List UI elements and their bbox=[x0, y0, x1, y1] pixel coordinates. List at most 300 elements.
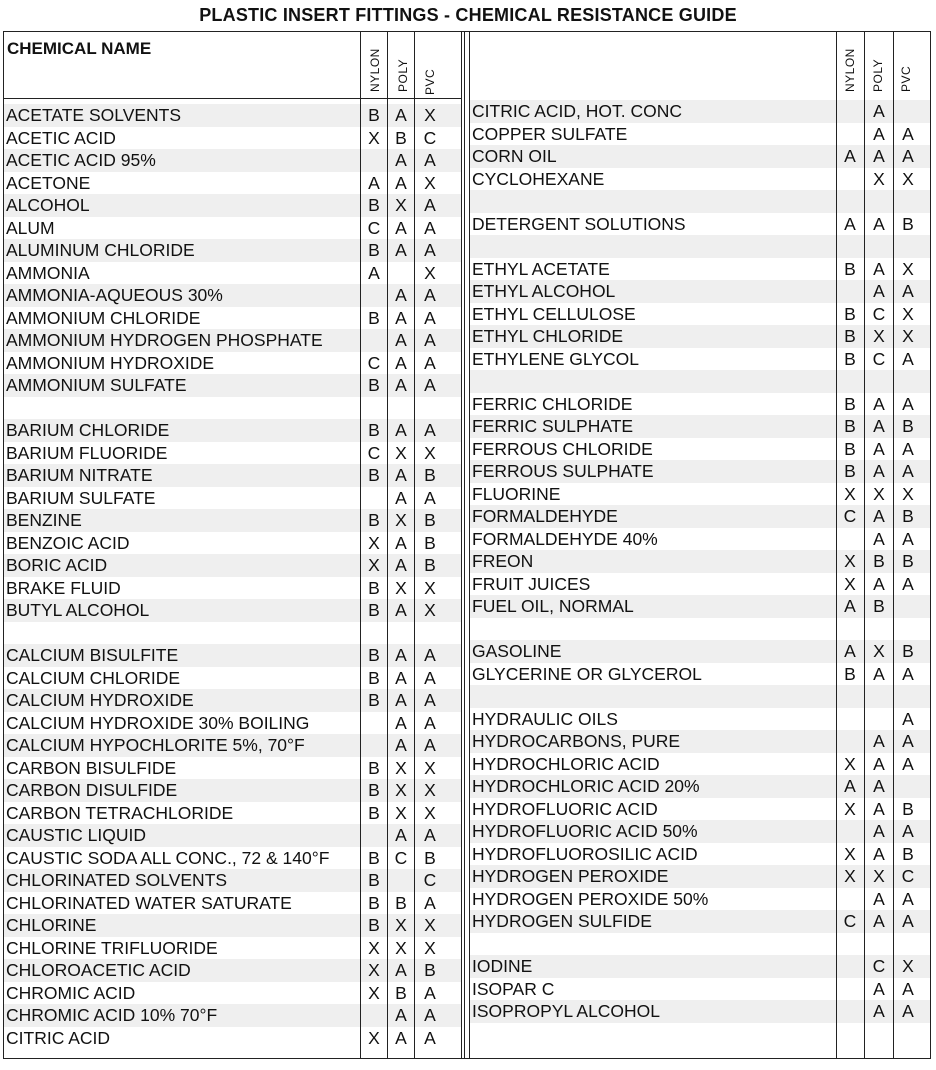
poly-rating: A bbox=[873, 731, 885, 751]
chemical-name: ISOPAR C bbox=[472, 978, 555, 999]
pvc-rating: X bbox=[424, 600, 436, 620]
column-divider bbox=[387, 31, 388, 1059]
chemical-name: FERRIC CHLORIDE bbox=[472, 393, 633, 414]
nylon-rating bbox=[361, 284, 387, 307]
poly-rating: A bbox=[873, 798, 885, 819]
pvc-rating: A bbox=[902, 753, 914, 774]
table-row bbox=[470, 168, 930, 191]
poly-rating: A bbox=[395, 172, 407, 193]
nylon-rating: B bbox=[368, 577, 380, 598]
nylon-rating: C bbox=[843, 506, 857, 526]
table-row bbox=[4, 869, 461, 892]
chemical-name: CARBON DISULFIDE bbox=[6, 780, 178, 800]
table-row bbox=[4, 329, 461, 352]
nylon-rating: B bbox=[368, 757, 380, 778]
chemical-name: ACETATE SOLVENTS bbox=[6, 105, 182, 125]
nylon-rating bbox=[837, 618, 863, 641]
nylon-header-left: NYLON bbox=[368, 48, 382, 92]
pvc-rating bbox=[895, 775, 921, 798]
pvc-rating: A bbox=[424, 195, 436, 215]
nylon-rating bbox=[837, 933, 863, 956]
pvc-rating: A bbox=[424, 645, 436, 665]
nylon-rating: B bbox=[368, 510, 380, 530]
chemical-name: HYDROGEN SULFIDE bbox=[472, 911, 652, 931]
pvc-rating: X bbox=[902, 956, 914, 976]
nylon-rating: B bbox=[844, 393, 856, 414]
chemical-name: CITRIC ACID, HOT. CONC bbox=[472, 101, 683, 121]
pvc-rating: A bbox=[902, 978, 914, 999]
table-row bbox=[470, 708, 930, 731]
table-row bbox=[470, 460, 930, 483]
chemical-name: ALCOHOL bbox=[6, 195, 90, 215]
poly-rating: X bbox=[395, 937, 407, 958]
chemical-name: CHROMIC ACID 10% 70°F bbox=[6, 1005, 218, 1025]
pvc-rating: A bbox=[424, 150, 436, 170]
nylon-rating bbox=[361, 734, 387, 757]
pvc-rating: A bbox=[424, 217, 436, 238]
poly-rating: B bbox=[395, 982, 407, 1003]
poly-rating: B bbox=[873, 551, 885, 571]
table-row bbox=[470, 100, 930, 123]
chemical-name: HYDROCARBONS, PURE bbox=[472, 731, 681, 751]
nylon-rating: X bbox=[844, 843, 856, 864]
chemical-name: BARIUM FLUORIDE bbox=[6, 442, 168, 463]
poly-rating: A bbox=[395, 825, 407, 845]
chemical-name: CALCIUM HYDROXIDE bbox=[6, 690, 194, 710]
chemical-name: BARIUM NITRATE bbox=[6, 465, 153, 485]
table-row bbox=[4, 464, 461, 487]
nylon-rating: B bbox=[844, 348, 856, 369]
chemical-name: ALUMINUM CHLORIDE bbox=[6, 240, 195, 260]
nylon-rating bbox=[361, 329, 387, 352]
table-row bbox=[4, 937, 461, 960]
pvc-rating bbox=[895, 933, 921, 956]
pvc-rating: A bbox=[424, 892, 436, 913]
table-row bbox=[4, 667, 461, 690]
pvc-rating: A bbox=[902, 708, 914, 729]
table-row bbox=[470, 235, 930, 258]
nylon-header-right: NYLON bbox=[843, 48, 857, 92]
pvc-rating: A bbox=[424, 285, 436, 305]
poly-rating bbox=[866, 618, 892, 641]
chemical-name: CHLORINE TRIFLUORIDE bbox=[6, 937, 218, 958]
chemical-name: CITRIC ACID bbox=[6, 1027, 111, 1048]
table-row bbox=[4, 284, 461, 307]
nylon-rating: X bbox=[844, 551, 856, 571]
poly-rating: A bbox=[873, 438, 885, 459]
nylon-rating: A bbox=[844, 596, 856, 616]
table-row bbox=[470, 685, 930, 708]
pvc-rating bbox=[417, 622, 443, 645]
chemical-name: ALUM bbox=[6, 217, 55, 238]
poly-rating: A bbox=[395, 307, 407, 328]
table-row bbox=[470, 955, 930, 978]
pvc-rating: A bbox=[424, 352, 436, 373]
pvc-rating: B bbox=[902, 213, 914, 234]
nylon-rating: B bbox=[368, 240, 380, 260]
table-row bbox=[4, 509, 461, 532]
chemical-name: BARIUM SULFATE bbox=[6, 487, 156, 508]
nylon-rating bbox=[837, 100, 863, 123]
pvc-rating bbox=[895, 685, 921, 708]
pvc-rating: A bbox=[902, 281, 914, 301]
header-divider bbox=[3, 98, 462, 99]
nylon-rating: B bbox=[844, 326, 856, 346]
chemical-name: CARBON BISULFIDE bbox=[6, 757, 177, 778]
table-row bbox=[4, 802, 461, 825]
table-row bbox=[4, 959, 461, 982]
nylon-rating: B bbox=[368, 690, 380, 710]
nylon-rating: X bbox=[844, 866, 856, 886]
nylon-rating bbox=[837, 955, 863, 978]
chemical-name: ACETIC ACID bbox=[6, 127, 116, 148]
chemical-name: CAUSTIC SODA ALL CONC., 72 & 140°F bbox=[6, 847, 330, 868]
chemical-name: AMMONIA-AQUEOUS 30% bbox=[6, 285, 223, 305]
pvc-rating: A bbox=[424, 667, 436, 688]
pvc-rating: B bbox=[424, 465, 436, 485]
table-row bbox=[470, 303, 930, 326]
nylon-rating bbox=[361, 397, 387, 420]
chemical-name: ETHYL ALCOHOL bbox=[472, 281, 616, 301]
table-row bbox=[4, 577, 461, 600]
table-row bbox=[470, 595, 930, 618]
poly-rating: A bbox=[395, 330, 407, 350]
column-divider bbox=[864, 31, 865, 1059]
poly-rating: A bbox=[395, 285, 407, 305]
poly-rating bbox=[866, 685, 892, 708]
table-row bbox=[470, 618, 930, 641]
poly-rating: X bbox=[873, 866, 885, 886]
nylon-rating bbox=[361, 712, 387, 735]
poly-rating: X bbox=[873, 326, 885, 346]
pvc-rating: A bbox=[424, 825, 436, 845]
pvc-rating: C bbox=[423, 127, 437, 148]
pvc-rating: A bbox=[902, 146, 914, 166]
table-row bbox=[4, 374, 461, 397]
table-row bbox=[4, 104, 461, 127]
pvc-rating bbox=[895, 618, 921, 641]
pvc-rating: A bbox=[902, 821, 914, 841]
pvc-rating: A bbox=[902, 123, 914, 144]
poly-rating: A bbox=[395, 600, 407, 620]
nylon-rating: A bbox=[844, 213, 856, 234]
poly-rating: A bbox=[395, 217, 407, 238]
poly-header-left: POLY bbox=[396, 58, 410, 92]
table-row bbox=[4, 824, 461, 847]
chemical-name: FERROUS CHLORIDE bbox=[472, 438, 653, 459]
table-row bbox=[4, 914, 461, 937]
table-row bbox=[4, 217, 461, 240]
chemical-name: FERROUS SULPHATE bbox=[472, 461, 654, 481]
poly-rating: C bbox=[872, 303, 886, 324]
chemical-name: ETHYLENE GLYCOL bbox=[472, 348, 639, 369]
poly-rating bbox=[866, 370, 892, 393]
nylon-rating: B bbox=[368, 420, 380, 440]
nylon-rating bbox=[837, 280, 863, 303]
chemical-name: HYDROGEN PEROXIDE 50% bbox=[472, 888, 709, 909]
nylon-rating: X bbox=[368, 532, 380, 553]
nylon-rating bbox=[361, 824, 387, 847]
table-row bbox=[4, 532, 461, 555]
chemical-name: AMMONIUM HYDROGEN PHOSPHATE bbox=[6, 330, 323, 350]
table-row bbox=[470, 483, 930, 506]
pvc-rating: X bbox=[902, 258, 914, 279]
table-row bbox=[470, 933, 930, 956]
table-row bbox=[4, 172, 461, 195]
nylon-rating: B bbox=[368, 847, 380, 868]
table-row bbox=[470, 663, 930, 686]
pvc-rating: X bbox=[424, 262, 436, 283]
pvc-rating: B bbox=[424, 847, 436, 868]
chemical-name: CYCLOHEXANE bbox=[472, 168, 605, 189]
poly-rating: C bbox=[872, 956, 886, 976]
chemical-name: ETHYL CHLORIDE bbox=[472, 326, 624, 346]
chemical-name: AMMONIUM CHLORIDE bbox=[6, 307, 201, 328]
pvc-rating: A bbox=[902, 348, 914, 369]
pvc-rating: X bbox=[424, 105, 436, 125]
table-row bbox=[470, 753, 930, 776]
table-row bbox=[4, 622, 461, 645]
pvc-rating bbox=[895, 235, 921, 258]
pvc-rating: A bbox=[424, 690, 436, 710]
table-row bbox=[470, 325, 930, 348]
chemical-name: ETHYL ACETATE bbox=[472, 258, 610, 279]
poly-rating: A bbox=[873, 1001, 885, 1021]
chemical-name: GASOLINE bbox=[472, 641, 562, 661]
nylon-rating: B bbox=[368, 780, 380, 800]
nylon-rating bbox=[837, 168, 863, 191]
poly-rating: A bbox=[873, 506, 885, 526]
nylon-rating bbox=[837, 708, 863, 731]
pvc-rating: C bbox=[901, 866, 915, 886]
chemical-name: HYDROFLUORIC ACID bbox=[472, 798, 658, 819]
nylon-rating bbox=[361, 1004, 387, 1027]
poly-rating: A bbox=[873, 821, 885, 841]
table-row bbox=[4, 419, 461, 442]
table-row bbox=[4, 1004, 461, 1027]
chemical-name: BORIC ACID bbox=[6, 555, 108, 575]
chemical-name: BENZOIC ACID bbox=[6, 532, 130, 553]
pvc-rating bbox=[417, 397, 443, 420]
poly-rating bbox=[388, 622, 414, 645]
poly-rating: A bbox=[873, 573, 885, 594]
table-row bbox=[4, 1027, 461, 1050]
pvc-rating: X bbox=[424, 442, 436, 463]
poly-header-right: POLY bbox=[871, 58, 885, 92]
nylon-rating: A bbox=[368, 262, 380, 283]
chemical-name: HYDROCHLORIC ACID bbox=[472, 753, 660, 774]
poly-rating: A bbox=[395, 1027, 407, 1048]
poly-rating: X bbox=[395, 802, 407, 823]
pvc-header-right: PVC bbox=[899, 65, 913, 92]
column-divider bbox=[414, 31, 415, 1059]
poly-rating: A bbox=[395, 352, 407, 373]
poly-rating: A bbox=[873, 416, 885, 436]
chemical-name: ISOPROPYL ALCOHOL bbox=[472, 1001, 661, 1021]
poly-rating: A bbox=[395, 150, 407, 170]
chemical-name: FUEL OIL, NORMAL bbox=[472, 596, 634, 616]
nylon-rating bbox=[837, 528, 863, 551]
table-row bbox=[470, 213, 930, 236]
nylon-rating bbox=[837, 978, 863, 1001]
nylon-rating: X bbox=[368, 127, 380, 148]
chemical-name: COPPER SULFATE bbox=[472, 123, 628, 144]
pvc-rating: A bbox=[424, 712, 436, 733]
table-row bbox=[4, 127, 461, 150]
poly-rating: A bbox=[395, 667, 407, 688]
chemical-name: CALCIUM BISULFITE bbox=[6, 645, 179, 665]
table-row bbox=[4, 487, 461, 510]
table-row bbox=[4, 194, 461, 217]
pvc-rating: A bbox=[902, 663, 914, 684]
poly-rating: X bbox=[395, 915, 407, 935]
nylon-rating bbox=[361, 487, 387, 510]
nylon-rating: B bbox=[368, 870, 380, 890]
pvc-rating bbox=[895, 100, 921, 123]
poly-rating bbox=[866, 235, 892, 258]
poly-rating: A bbox=[873, 776, 885, 796]
chemical-name: CALCIUM CHLORIDE bbox=[6, 667, 181, 688]
chemical-name: ACETONE bbox=[6, 172, 91, 193]
chemical-name: HYDRAULIC OILS bbox=[472, 708, 618, 729]
nylon-rating: A bbox=[368, 172, 380, 193]
pvc-rating: A bbox=[424, 307, 436, 328]
table-row bbox=[4, 554, 461, 577]
poly-rating: A bbox=[873, 146, 885, 166]
table-row bbox=[470, 730, 930, 753]
nylon-rating: B bbox=[368, 892, 380, 913]
nylon-rating: B bbox=[368, 667, 380, 688]
chemical-name: FLUORINE bbox=[472, 483, 561, 504]
nylon-rating bbox=[837, 820, 863, 843]
pvc-rating: B bbox=[902, 641, 914, 661]
table-row bbox=[4, 599, 461, 622]
poly-rating: A bbox=[395, 105, 407, 125]
nylon-rating: B bbox=[368, 645, 380, 665]
poly-rating: A bbox=[873, 123, 885, 144]
chemical-name: CALCIUM HYDROXIDE 30% BOILING bbox=[6, 712, 310, 733]
column-divider bbox=[360, 31, 361, 1059]
column-divider bbox=[893, 31, 894, 1059]
table-row bbox=[470, 978, 930, 1001]
poly-rating bbox=[866, 933, 892, 956]
pvc-rating: A bbox=[902, 1001, 914, 1021]
table-row bbox=[4, 734, 461, 757]
pvc-rating: A bbox=[902, 528, 914, 549]
pvc-rating: B bbox=[902, 506, 914, 526]
table-row bbox=[470, 910, 930, 933]
page-title: PLASTIC INSERT FITTINGS - CHEMICAL RESISTANCE GUIDE bbox=[199, 5, 737, 25]
pvc-rating: A bbox=[902, 393, 914, 414]
nylon-rating: B bbox=[844, 416, 856, 436]
chemical-name: FORMALDEHYDE bbox=[472, 506, 618, 526]
nylon-rating: X bbox=[844, 753, 856, 774]
chemical-name: AMMONIUM SULFATE bbox=[6, 375, 187, 395]
chemical-name: CHROMIC ACID bbox=[6, 982, 136, 1003]
poly-rating: A bbox=[873, 843, 885, 864]
pvc-rating bbox=[895, 595, 921, 618]
nylon-rating bbox=[837, 685, 863, 708]
pvc-rating: A bbox=[424, 420, 436, 440]
nylon-rating: C bbox=[367, 217, 381, 238]
pvc-rating: B bbox=[424, 960, 436, 980]
poly-rating: B bbox=[395, 892, 407, 913]
table-row bbox=[470, 550, 930, 573]
chemical-name: ACETIC ACID 95% bbox=[6, 150, 156, 170]
pvc-rating: X bbox=[424, 577, 436, 598]
table-row bbox=[4, 892, 461, 915]
nylon-rating: B bbox=[368, 802, 380, 823]
nylon-rating: B bbox=[844, 461, 856, 481]
nylon-rating: X bbox=[844, 573, 856, 594]
pvc-rating: X bbox=[424, 937, 436, 958]
table-row bbox=[4, 442, 461, 465]
table-row bbox=[4, 689, 461, 712]
table-row bbox=[470, 505, 930, 528]
table-row bbox=[4, 149, 461, 172]
poly-rating: A bbox=[873, 281, 885, 301]
chemical-name: CORN OIL bbox=[472, 146, 557, 166]
chemical-name: BRAKE FLUID bbox=[6, 577, 121, 598]
nylon-rating: X bbox=[844, 798, 856, 819]
chemical-name: AMMONIUM HYDROXIDE bbox=[6, 352, 215, 373]
poly-rating: A bbox=[395, 555, 407, 575]
pvc-rating: C bbox=[423, 870, 437, 890]
section-divider bbox=[464, 31, 465, 1059]
table-row bbox=[470, 820, 930, 843]
chemical-name: HYDROFLUOROSILIC ACID bbox=[472, 843, 698, 864]
chemical-name: CHLORINATED WATER SATURATE bbox=[6, 892, 292, 913]
pvc-rating: A bbox=[902, 438, 914, 459]
nylon-rating bbox=[837, 1000, 863, 1023]
table-row bbox=[470, 190, 930, 213]
nylon-rating: B bbox=[368, 915, 380, 935]
pvc-rating: X bbox=[902, 168, 914, 189]
poly-rating: A bbox=[395, 420, 407, 440]
chemical-name: CAUSTIC LIQUID bbox=[6, 825, 147, 845]
poly-rating bbox=[866, 190, 892, 213]
nylon-rating bbox=[837, 235, 863, 258]
nylon-rating: B bbox=[844, 438, 856, 459]
table-row bbox=[470, 370, 930, 393]
table-row bbox=[4, 712, 461, 735]
pvc-rating: B bbox=[902, 551, 914, 571]
poly-rating: C bbox=[872, 348, 886, 369]
pvc-rating: A bbox=[902, 731, 914, 751]
nylon-rating bbox=[361, 622, 387, 645]
nylon-rating bbox=[837, 190, 863, 213]
poly-rating: X bbox=[395, 195, 407, 215]
chemical-name-header: CHEMICAL NAME bbox=[7, 39, 152, 58]
chemical-name: FRUIT JUICES bbox=[472, 573, 591, 594]
chemical-name: FORMALDEHYDE 40% bbox=[472, 528, 658, 549]
chemical-name: GLYCERINE OR GLYCEROL bbox=[472, 663, 702, 684]
pvc-rating: B bbox=[424, 555, 436, 575]
poly-rating: A bbox=[395, 645, 407, 665]
section-divider bbox=[461, 31, 462, 1059]
nylon-rating: B bbox=[368, 600, 380, 620]
chemical-name: FERRIC SULPHATE bbox=[472, 416, 634, 436]
chemical-name: CALCIUM HYPOCHLORITE 5%, 70°F bbox=[6, 735, 305, 755]
poly-rating: C bbox=[394, 847, 408, 868]
table-row bbox=[4, 307, 461, 330]
nylon-rating bbox=[837, 370, 863, 393]
nylon-rating: C bbox=[843, 911, 857, 931]
table-row bbox=[470, 528, 930, 551]
chemical-name: BUTYL ALCOHOL bbox=[6, 600, 150, 620]
nylon-rating: B bbox=[368, 195, 380, 215]
poly-rating: X bbox=[873, 168, 885, 189]
